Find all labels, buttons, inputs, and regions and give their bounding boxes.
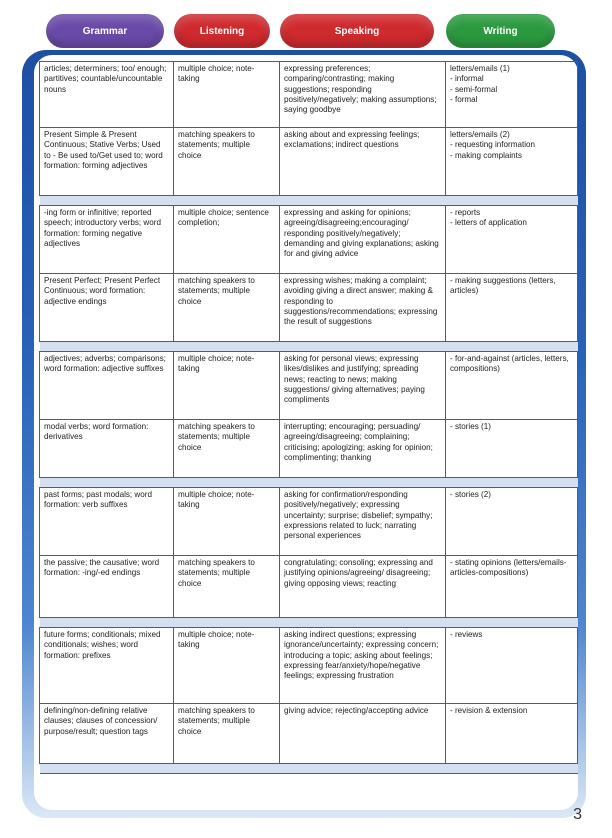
cell-listening: multiple choice; note-taking <box>174 628 280 704</box>
cell-grammar: Present Simple & Present Continuous; Stative Verbs; Used to - Be used to/Get used to; word formation: forming adjectives <box>40 128 174 196</box>
unit-separator <box>40 342 578 352</box>
cell-grammar: modal verbs; word formation: derivatives <box>40 420 174 478</box>
separator-band <box>40 618 578 628</box>
cell-writing: - making suggestions (letters, articles) <box>446 274 578 342</box>
cell-listening: matching speakers to statements; multiple choice <box>174 420 280 478</box>
contents-table <box>39 61 578 774</box>
cell-speaking: congratulating; consoling; expressing and justifying opinions/agreeing/ disagreeing; giving opposing views; reacting <box>280 556 446 618</box>
table-row <box>40 420 578 478</box>
cell-listening: multiple choice; note-taking <box>174 352 280 420</box>
cell-writing: - for-and-against (articles, letters, compositions) <box>446 352 578 420</box>
cell-grammar: defining/non-defining relative clauses; clauses of concession/ purpose/result; question tags <box>40 704 174 764</box>
cell-listening: multiple choice; note-taking <box>174 62 280 128</box>
cell-writing: letters/emails (2) - requesting information - making complaints <box>446 128 578 196</box>
cell-writing: - stating opinions (letters/emails-articles-compositions) <box>446 556 578 618</box>
table-row <box>40 488 578 556</box>
cell-listening: multiple choice; note-taking <box>174 488 280 556</box>
cell-speaking: asking indirect questions; expressing ignorance/uncertainty; expressing concern; introducing a topic; asking about feelings; expressing fear/anxiety/hope/negative feelings; expressing frustration <box>280 628 446 704</box>
cell-speaking: expressing preferences; comparing/contrasting; making suggestions; responding positively/negatively; making assumptions; saying goodbye <box>280 62 446 128</box>
cell-grammar: -ing form or infinitive; reported speech; introductory verbs; word formation: forming negative adjectives <box>40 206 174 274</box>
tab-grammar: Grammar <box>46 14 164 48</box>
table-row <box>40 62 578 128</box>
cell-listening: matching speakers to statements; multiple choice <box>174 274 280 342</box>
table-row <box>40 628 578 704</box>
cell-grammar: adjectives; adverbs; comparisons; word formation: adjective suffixes <box>40 352 174 420</box>
unit-separator <box>40 196 578 206</box>
cell-speaking: asking about and expressing feelings; exclamations; indirect questions <box>280 128 446 196</box>
table-row <box>40 274 578 342</box>
table-row <box>40 352 578 420</box>
cell-speaking: interrupting; encouraging; persuading/ agreeing/disagreeing; complaining; criticising; apologizing; asking for opinion; complimenting; thanking <box>280 420 446 478</box>
cell-writing: letters/emails (1) - informal - semi-formal - formal <box>446 62 578 128</box>
unit-separator <box>40 618 578 628</box>
table-row <box>40 556 578 618</box>
table-row <box>40 206 578 274</box>
cell-grammar: articles; determiners; too/ enough; partitives; countable/uncountable nouns <box>40 62 174 128</box>
tab-writing: Writing <box>446 14 555 48</box>
cell-speaking: expressing wishes; making a complaint; avoiding giving a direct answer; making & responding to suggestions/recommendations; expressing the result of suggestions <box>280 274 446 342</box>
contents-frame <box>22 50 586 818</box>
cell-speaking: giving advice; rejecting/accepting advice <box>280 704 446 764</box>
cell-listening: multiple choice; sentence completion; <box>174 206 280 274</box>
tab-listening: Listening <box>174 14 270 48</box>
cell-listening: matching speakers to statements; multiple choice <box>174 556 280 618</box>
separator-band <box>40 196 578 206</box>
unit-separator <box>40 764 578 774</box>
cell-writing: - reports - letters of application <box>446 206 578 274</box>
column-tabs <box>46 14 584 50</box>
cell-speaking: asking for confirmation/responding positively/negatively; expressing uncertainty; surprise; disbelief; sympathy; expressions related to luck; narrating personal experiences <box>280 488 446 556</box>
table-row <box>40 128 578 196</box>
cell-writing: - reviews <box>446 628 578 704</box>
cell-listening: matching speakers to statements; multiple choice <box>174 704 280 764</box>
separator-band <box>40 478 578 488</box>
cell-writing: - revision & extension <box>446 704 578 764</box>
tab-speaking: Speaking <box>280 14 434 48</box>
page-number: 3 <box>573 806 582 823</box>
cell-writing: - stories (2) <box>446 488 578 556</box>
cell-writing: - stories (1) <box>446 420 578 478</box>
cell-listening: matching speakers to statements; multiple choice <box>174 128 280 196</box>
cell-speaking: expressing and asking for opinions; agreeing/disagreeing;encouraging/ responding positively/negatively; demanding and giving explanations; asking for and giving advice <box>280 206 446 274</box>
contents-panel <box>34 55 578 810</box>
cell-grammar: past forms; past modals; word formation: verb suffixes <box>40 488 174 556</box>
cell-grammar: Present Perfect; Present Perfect Continuous; word formation: adjective endings <box>40 274 174 342</box>
table-row <box>40 704 578 764</box>
separator-band <box>40 342 578 352</box>
cell-grammar: future forms; conditionals; mixed conditionals; wishes; word formation: prefixes <box>40 628 174 704</box>
separator-band <box>40 764 578 774</box>
cell-speaking: asking for personal views; expressing likes/dislikes and justifying; spreading news; reacting to news; making suggestions/ giving alternatives; paying compliments <box>280 352 446 420</box>
unit-separator <box>40 478 578 488</box>
cell-grammar: the passive; the causative; word formation: -ing/-ed endings <box>40 556 174 618</box>
